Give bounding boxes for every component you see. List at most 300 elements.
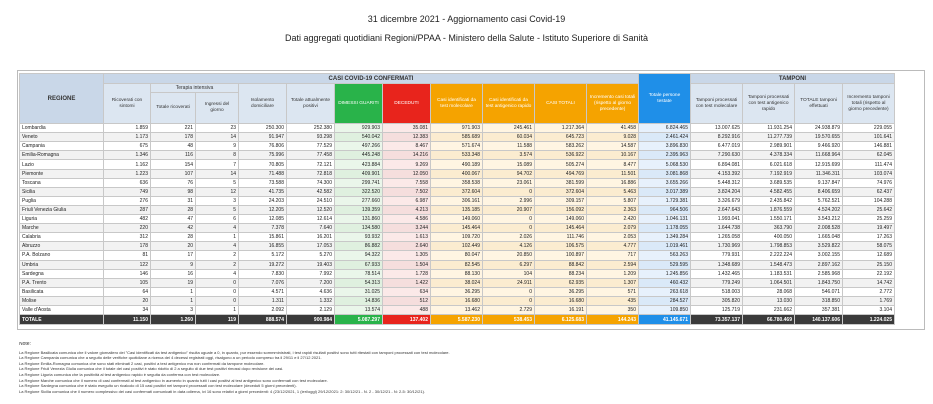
table-cell: 2.222.224 [743, 251, 795, 260]
table-cell: 1.183.531 [743, 269, 795, 278]
table-row [20, 260, 895, 269]
region-name: Campania [20, 142, 104, 151]
table-cell: 111.746 [535, 233, 587, 242]
table-cell: 888.574 [239, 315, 287, 325]
table-cell: 1.550.171 [743, 215, 795, 224]
table-row [20, 205, 895, 214]
table-cell: 322.520 [335, 187, 383, 196]
header-tests-molecular: Tamponi processati con test molecolare [691, 84, 743, 124]
table-cell: 1.993.041 [691, 215, 743, 224]
table-cell: 358.538 [431, 178, 483, 187]
table-cell: 80.047 [431, 251, 483, 260]
table-cell: 1.265.058 [691, 233, 743, 242]
table-cell: 23.061 [483, 178, 535, 187]
table-cell: 749 [104, 187, 151, 196]
table-row [20, 269, 895, 278]
table-cell: 1.859 [104, 124, 151, 133]
table-cell: 3.529.822 [795, 242, 843, 251]
table-cell: 42 [151, 224, 196, 233]
table-cell: 645.723 [535, 133, 587, 142]
table-cell: 88.842 [535, 260, 587, 269]
table-cell: 3.543.212 [795, 215, 843, 224]
table-cell: 11.668.964 [795, 151, 843, 160]
table-cell: 460.432 [639, 278, 691, 287]
table-cell: 2.461.424 [639, 133, 691, 142]
note-line: La Regione Friuli Venezia Giulia comunica che il totale dei casi positivi è stato ridotto di 2 a seguito di due test positivi rimossi dopo revisione dei casi. [19, 366, 284, 372]
table-cell: 13.030 [743, 296, 795, 305]
table-cell: 139.359 [335, 205, 383, 214]
header-tests-increase: Incremento tamponi totali (rispetto al giorno precedente) [843, 84, 895, 124]
table-cell: 357.381 [795, 305, 843, 314]
table-cell: 24.510 [287, 196, 335, 205]
table-cell: 445.248 [335, 151, 383, 160]
table-cell: 245.461 [483, 124, 535, 133]
table-cell: 2.129 [287, 305, 335, 314]
table-cell: 12.050 [383, 169, 431, 178]
table-cell: 42.582 [287, 187, 335, 196]
table-cell: 2.640 [383, 242, 431, 251]
table-cell: 94.322 [335, 251, 383, 260]
table-cell: 48 [151, 142, 196, 151]
table-cell: 119 [196, 315, 239, 325]
table-cell: 7 [196, 160, 239, 169]
table-cell: 538.453 [483, 315, 535, 325]
table-cell: 299.741 [335, 178, 383, 187]
region-name: Sardegna [20, 269, 104, 278]
table-cell: 70.805 [239, 160, 287, 169]
table-cell: 231.662 [743, 305, 795, 314]
table-cell: 19.272 [239, 260, 287, 269]
table-cell: 78.514 [335, 269, 383, 278]
table-cell: 3.244 [383, 224, 431, 233]
table-cell: 8 [196, 151, 239, 160]
table-cell: 7.992 [287, 269, 335, 278]
table-cell: 1.162 [104, 160, 151, 169]
region-name: Emilia-Romagna [20, 151, 104, 160]
table-cell: 229.055 [843, 124, 895, 133]
table-cell: 93.298 [287, 133, 335, 142]
table-cell: 2.008.528 [795, 224, 843, 233]
table-cell: 140.137.606 [795, 315, 843, 325]
table-cell: 3.081.868 [639, 169, 691, 178]
table-cell: 540.042 [335, 133, 383, 142]
table-cell: 12.614 [287, 215, 335, 224]
region-name: Lazio [20, 160, 104, 169]
table-cell: 14 [196, 169, 239, 178]
table-cell: 41.145.671 [639, 315, 691, 325]
table-cell: 409.901 [335, 169, 383, 178]
table-cell: 17.053 [287, 242, 335, 251]
table-cell: 11.501 [587, 169, 639, 178]
table-cell: 0 [196, 296, 239, 305]
table-cell: 276 [104, 196, 151, 205]
table-cell: 1.665.048 [795, 233, 843, 242]
table-row [20, 196, 895, 205]
table-cell: 62.935 [535, 278, 587, 287]
table-cell: 312 [104, 233, 151, 242]
table-cell: 5.087.297 [335, 315, 383, 325]
table-cell: 1.769 [843, 296, 895, 305]
table-cell: 31 [151, 196, 196, 205]
table-cell: 145.464 [431, 224, 483, 233]
table-cell: 505.274 [535, 160, 587, 169]
note-line: La Regione Liguria comunica che la positività al test antigenico rapido è seguita da conferma con test molecolare. [19, 371, 221, 377]
table-cell: 94.702 [483, 169, 535, 178]
table-cell: 1.422 [383, 278, 431, 287]
table-cell: 1.019.461 [639, 242, 691, 251]
table-cell: 20 [151, 242, 196, 251]
table-cell: 221 [151, 124, 196, 133]
table-cell: 74.300 [287, 178, 335, 187]
table-cell: 7.290.630 [691, 151, 743, 160]
table-cell: 3.002.155 [795, 251, 843, 260]
table-cell: 24.938.879 [795, 124, 843, 133]
table-cell: 28 [151, 205, 196, 214]
table-cell: 11.931.254 [743, 124, 795, 133]
table-cell: 14.742 [843, 278, 895, 287]
table-cell: 488 [383, 305, 431, 314]
table-row [20, 215, 895, 224]
table-cell: 4 [196, 242, 239, 251]
table-cell: 717 [587, 251, 639, 260]
table-row [20, 169, 895, 178]
table-cell: 19.403 [287, 260, 335, 269]
table-cell: 54.313 [335, 278, 383, 287]
table-cell: 400.050 [743, 233, 795, 242]
table-cell: 12.520 [287, 205, 335, 214]
table-cell: 2.053 [587, 233, 639, 242]
region-name: Lombardia [20, 124, 104, 133]
region-name: Friuli Venezia Giulia [20, 205, 104, 214]
table-cell: 16.680 [535, 296, 587, 305]
table-cell: 929.903 [335, 124, 383, 133]
table-cell: 28 [151, 233, 196, 242]
table-cell: 19.570.655 [795, 133, 843, 142]
table-cell: 131.860 [335, 215, 383, 224]
table-cell: 9.137.847 [795, 178, 843, 187]
table-cell: 1.348.689 [691, 260, 743, 269]
table-cell: 0 [483, 287, 535, 296]
table-cell: 100.897 [535, 251, 587, 260]
region-name: Sicilia [20, 187, 104, 196]
table-cell: 25.150 [843, 260, 895, 269]
table-cell: 1 [196, 305, 239, 314]
table-cell: 1 [151, 296, 196, 305]
region-name: Valle d'Aosta [20, 305, 104, 314]
table-cell: 20 [104, 296, 151, 305]
table-cell: 16.680 [431, 296, 483, 305]
table-cell: 7.502 [383, 187, 431, 196]
note-line: La Regione Campania comunica che a seguito delle verifiche quotidiane a ricerca dei 4 decessi registrati oggi, risalgono a un periodo compreso tra il 29/11 e il 27/12 2021. [19, 355, 322, 361]
table-cell: 9 [151, 260, 196, 269]
table-cell: 3 [151, 305, 196, 314]
table-cell: 0 [483, 224, 535, 233]
table-cell: 11.277.739 [743, 133, 795, 142]
table-cell: 104.288 [843, 196, 895, 205]
table-row [20, 142, 895, 151]
table-cell: 19.497 [843, 224, 895, 233]
table-cell: 75.996 [239, 151, 287, 160]
region-name: Toscana [20, 178, 104, 187]
header-deaths: DECEDUTI [383, 84, 431, 124]
table-cell: 91.947 [239, 133, 287, 142]
table-cell: 971.903 [431, 124, 483, 133]
table-cell: 563.263 [639, 251, 691, 260]
table-cell: 3.896.830 [639, 142, 691, 151]
region-name: Veneto [20, 133, 104, 142]
table-cell: 8.292.916 [691, 133, 743, 142]
table-cell: 28.068 [743, 287, 795, 296]
table-cell: 372.604 [431, 187, 483, 196]
table-cell: 400.067 [431, 169, 483, 178]
table-cell: 0 [483, 296, 535, 305]
table-cell: 86.882 [335, 242, 383, 251]
table-cell: 1.644.738 [691, 224, 743, 233]
table-cell: 135.185 [431, 205, 483, 214]
table-cell: 20.907 [483, 205, 535, 214]
table-cell: 2.647.643 [691, 205, 743, 214]
table-cell: 372.604 [535, 187, 587, 196]
table-cell: 6.021.618 [743, 160, 795, 169]
table-cell: 41.735 [239, 187, 287, 196]
header-hospitalized-symptoms: Ricoverati con sintomi [104, 84, 151, 124]
table-cell: 7.830 [239, 269, 287, 278]
table-cell: 5.068.530 [639, 160, 691, 169]
table-cell: 9 [196, 142, 239, 151]
table-cell: 137.402 [383, 315, 431, 325]
table-cell: 8.467 [383, 142, 431, 151]
table-cell: 4.586 [383, 215, 431, 224]
table-cell: 0 [483, 187, 535, 196]
table-cell: 3.017.389 [639, 187, 691, 196]
header-tests-antigen: Tamponi processati con test antigenico rapido [743, 84, 795, 124]
table-cell: 1.046.131 [639, 215, 691, 224]
table-cell: 16 [151, 269, 196, 278]
table-cell: 1.209 [587, 269, 639, 278]
table-cell: 66.780.469 [743, 315, 795, 325]
table-cell: 13.574 [335, 305, 383, 314]
table-cell: 1.260 [151, 315, 196, 325]
table-cell: 3.104 [843, 305, 895, 314]
table-cell: 1.311 [239, 296, 287, 305]
table-cell: 1.876.559 [743, 205, 795, 214]
header-cases-increase: Incremento casi totali (rispetto al giorno precedente) [587, 84, 639, 124]
table-cell: 12.689 [843, 251, 895, 260]
table-cell: 31.025 [335, 287, 383, 296]
table-cell: 779.249 [691, 278, 743, 287]
table-cell: 512 [383, 296, 431, 305]
table-cell: 8.477 [587, 160, 639, 169]
table-cell: 482 [104, 215, 151, 224]
table-row [20, 178, 895, 187]
table-cell: 12.915.699 [795, 160, 843, 169]
table-cell: 3.824.204 [691, 187, 743, 196]
table-cell: 5.762.521 [795, 196, 843, 205]
table-cell: 306.161 [431, 196, 483, 205]
region-name: Puglia [20, 196, 104, 205]
table-cell: 101.641 [843, 133, 895, 142]
table-cell: 636 [104, 178, 151, 187]
table-cell: 4.571 [239, 287, 287, 296]
table-cell: 145.464 [535, 224, 587, 233]
table-cell: 13.007.625 [691, 124, 743, 133]
table-cell: 12.205 [239, 205, 287, 214]
region-name: Basilicata [20, 287, 104, 296]
table-cell: 1.217.364 [535, 124, 587, 133]
table-cell: 0 [196, 278, 239, 287]
table-cell: 494.769 [535, 169, 587, 178]
table-cell: 546.071 [795, 287, 843, 296]
table-cell: 4.524.202 [795, 205, 843, 214]
header-icu-total: Totale ricoverati [151, 93, 196, 124]
table-cell: 1.843.750 [795, 278, 843, 287]
table-cell: 111.474 [843, 160, 895, 169]
table-cell: 6.987 [383, 196, 431, 205]
table-cell: 1.332 [287, 296, 335, 305]
table-cell: 88.130 [431, 269, 483, 278]
region-name: Calabria [20, 233, 104, 242]
table-cell: 10.167 [587, 151, 639, 160]
table-cell: 16.886 [587, 178, 639, 187]
table-cell: 178 [104, 242, 151, 251]
table-cell: 12.383 [383, 133, 431, 142]
table-cell: 16.201 [287, 233, 335, 242]
table-cell: 779.931 [691, 251, 743, 260]
table-cell: 277.660 [335, 196, 383, 205]
table-cell: 74.976 [843, 178, 895, 187]
table-cell: 7.200 [287, 278, 335, 287]
table-cell: 536.922 [535, 151, 587, 160]
table-cell: 5.270 [287, 251, 335, 260]
table-cell: 105 [104, 278, 151, 287]
table-cell: 2.026 [483, 233, 535, 242]
table-cell: 93.932 [335, 233, 383, 242]
table-cell: 3 [196, 196, 239, 205]
table-cell: 900.984 [287, 315, 335, 325]
table-cell: 12.085 [239, 215, 287, 224]
table-cell: 5.448.312 [691, 178, 743, 187]
table-cell: 16.855 [239, 242, 287, 251]
table-cell: 62.045 [843, 151, 895, 160]
header-region: REGIONE [20, 74, 104, 124]
table-cell: 23 [196, 124, 239, 133]
table-cell: 6 [196, 215, 239, 224]
table-cell: 1.245.856 [639, 269, 691, 278]
table-row [20, 160, 895, 169]
table-row [20, 251, 895, 260]
table-cell: 2.989.901 [743, 142, 795, 151]
header-cases-molecular: Casi identificati da test molecolare [431, 84, 483, 124]
covid-data-table [19, 73, 895, 325]
table-cell: 318.850 [795, 296, 843, 305]
table-cell: 7.076 [239, 278, 287, 287]
table-row [20, 224, 895, 233]
table-cell: 4.378.334 [743, 151, 795, 160]
table-cell: 1 [151, 287, 196, 296]
note-line: La Regione Basilicata comunica che il valore giornaliero dei "Casi identificati da test antigenico" risulta uguale a 0, in quanto, pur essendo sommministrati, i test rapidi risultati positivi sono tutti ritestati con tamponi processati con test molecolare. [19, 349, 450, 355]
table-cell: 11.588 [483, 142, 535, 151]
table-cell: 363.790 [743, 224, 795, 233]
table-cell: 4.126 [483, 242, 535, 251]
table-cell: 77.458 [287, 151, 335, 160]
table-row [20, 278, 895, 287]
table-cell: 1.307 [587, 278, 639, 287]
table-cell: 2.729 [483, 305, 535, 314]
table-cell: 2.420 [587, 215, 639, 224]
table-cell: 1.728 [383, 269, 431, 278]
table-cell: 71.488 [239, 169, 287, 178]
table-cell: 11.346.311 [795, 169, 843, 178]
table-cell: 4 [196, 224, 239, 233]
table-row [20, 287, 895, 296]
table-cell: 1.346 [104, 151, 151, 160]
table-cell: 1.504 [383, 260, 431, 269]
table-cell: 8.406.659 [795, 187, 843, 196]
table-row [20, 305, 895, 314]
table-cell: 2.092 [239, 305, 287, 314]
header-people-tested: Totale persone testate [639, 74, 691, 124]
table-cell: 490.189 [431, 160, 483, 169]
table-cell: 263.618 [639, 287, 691, 296]
table-cell: 134.580 [335, 224, 383, 233]
table-cell: 1.305 [383, 251, 431, 260]
table-cell: 4.582.455 [743, 187, 795, 196]
table-cell: 309.157 [535, 196, 587, 205]
region-name: Marche [20, 224, 104, 233]
table-cell: 252.380 [287, 124, 335, 133]
table-cell: 24.911 [483, 278, 535, 287]
header-group-tests: TAMPONI [691, 74, 895, 84]
table-cell: 7.558 [383, 178, 431, 187]
table-cell: 6.125.683 [535, 315, 587, 325]
table-cell: 1.349.284 [639, 233, 691, 242]
table-cell: 2.395.963 [639, 151, 691, 160]
table-cell: 518.003 [691, 287, 743, 296]
table-cell: 125.719 [691, 305, 743, 314]
table-cell: 16.191 [535, 305, 587, 314]
region-name: P.A. Trento [20, 278, 104, 287]
table-row [20, 124, 895, 133]
table-row [20, 187, 895, 196]
table-cell: 571 [587, 287, 639, 296]
table-cell: 4.213 [383, 205, 431, 214]
table-cell: 6.297 [483, 260, 535, 269]
table-cell: 107 [151, 169, 196, 178]
table-cell: 585.689 [431, 133, 483, 142]
table-cell: 1.613 [383, 233, 431, 242]
table-cell: 156.092 [535, 205, 587, 214]
table-cell: 1 [196, 233, 239, 242]
table-cell: 1.729.381 [639, 196, 691, 205]
table-cell: 25.642 [843, 205, 895, 214]
table-cell: 7.192.919 [743, 169, 795, 178]
table-cell: 1.730.969 [691, 242, 743, 251]
table-cell: 2.079 [587, 224, 639, 233]
table-cell: 220 [104, 224, 151, 233]
table-cell: 5 [196, 178, 239, 187]
table-cell: 77.529 [287, 142, 335, 151]
table-cell: 178 [151, 133, 196, 142]
region-name: Abruzzo [20, 242, 104, 251]
table-cell: 76 [151, 178, 196, 187]
table-cell: 82.545 [431, 260, 483, 269]
table-cell: 11.150 [104, 315, 151, 325]
table-cell: 36.295 [535, 287, 587, 296]
table-cell: 964.506 [639, 205, 691, 214]
table-cell: 144.243 [587, 315, 639, 325]
note-line: La Regione Emilia-Romagna comunica che sono stati eliminati 2 casi, positivi a test antigenico ma non confermati da tampone molecolare. [19, 360, 265, 366]
table-cell: 4 [196, 269, 239, 278]
